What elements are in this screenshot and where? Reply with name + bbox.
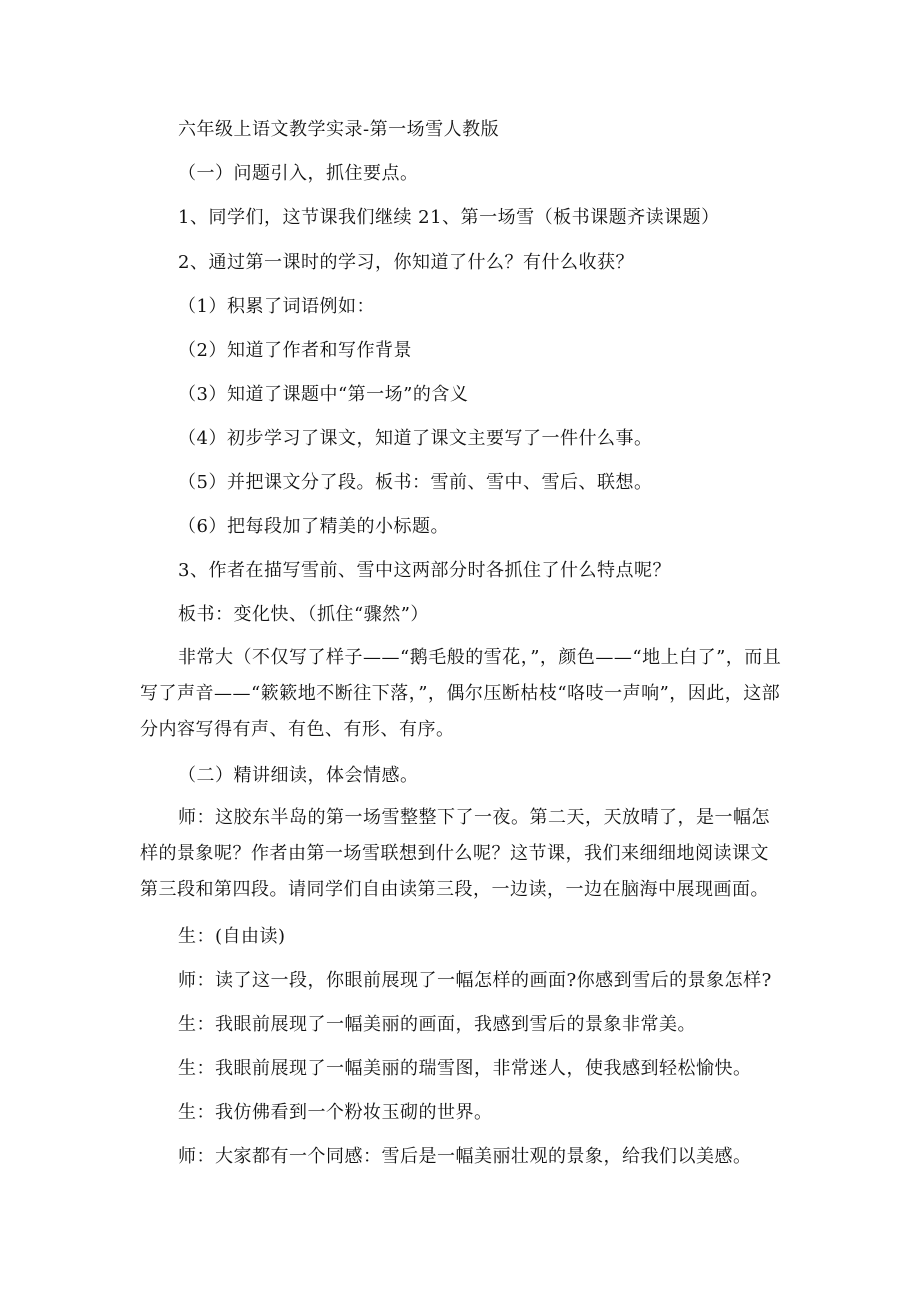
teacher-line-2: 师：读了这一段，你眼前展现了一幅怎样的画面?你感到雪后的景象怎样? <box>178 970 772 991</box>
sub-item-1: （1）积累了词语例如： <box>178 296 375 317</box>
sub-item-6: （6）把每段加了精美的小标题。 <box>178 516 449 537</box>
sub-item-4: （4）初步学习了课文，知道了课文主要写了一件什么事。 <box>178 428 653 449</box>
student-line-4: 生：我仿佛看到一个粉妆玉砌的世界。 <box>178 1102 493 1123</box>
teacher-paragraph-1: 师：这胶东半岛的第一场雪整整下了一夜。第二天，天放晴了，是一幅怎样的景象呢？作者由第一场雪联想到什么呢？这节课，我们来细细地阅读课文第三段和第四段。请同学们自由读第三段，一边读，一边在脑海中展现画面。 <box>140 807 770 900</box>
sub-item-2: （2）知道了作者和写作背景 <box>178 340 412 361</box>
document-title: 六年级上语文教学实录-第一场雪人教版 <box>178 119 500 140</box>
student-line-3: 生：我眼前展现了一幅美丽的瑞雪图，非常迷人，使我感到轻松愉快。 <box>178 1058 752 1079</box>
list-item-2: 2、通过第一课时的学习，你知道了什么？有什么收获？ <box>178 252 634 273</box>
sub-item-5: （5）并把课文分了段。板书：雪前、雪中、雪后、联想。 <box>178 472 653 493</box>
list-item-1: 1、同学们，这节课我们继续 21、第一场雪（板书课题齐读课题） <box>178 207 720 228</box>
student-line-2: 生：我眼前展现了一幅美丽的画面，我感到雪后的景象非常美。 <box>178 1014 696 1035</box>
section-heading-1: （一）问题引入，抓住要点。 <box>178 163 419 184</box>
student-line-1: 生：(自由读) <box>178 926 286 947</box>
paragraph-description: 非常大（不仅写了样子——“鹅毛般的雪花，”，颜色——“地上白了”，而且写了声音——“簌簌地不断往下落，”，偶尔压断枯枝“咯吱一声响”，因此，这部分内容写得有声、有色、有形、有序。 <box>140 647 782 740</box>
board-note: 板书：变化快、（抓住“骤然”） <box>178 604 429 625</box>
sub-item-3: （3）知道了课题中“第一场”的含义 <box>178 384 469 405</box>
list-item-3: 3、作者在描写雪前、雪中这两部分时各抓住了什么特点呢？ <box>178 560 671 581</box>
teacher-line-3: 师：大家都有一个同感：雪后是一幅美丽壮观的景象，给我们以美感。 <box>178 1146 752 1167</box>
section-heading-2: （二）精讲细读，体会情感。 <box>178 765 419 786</box>
